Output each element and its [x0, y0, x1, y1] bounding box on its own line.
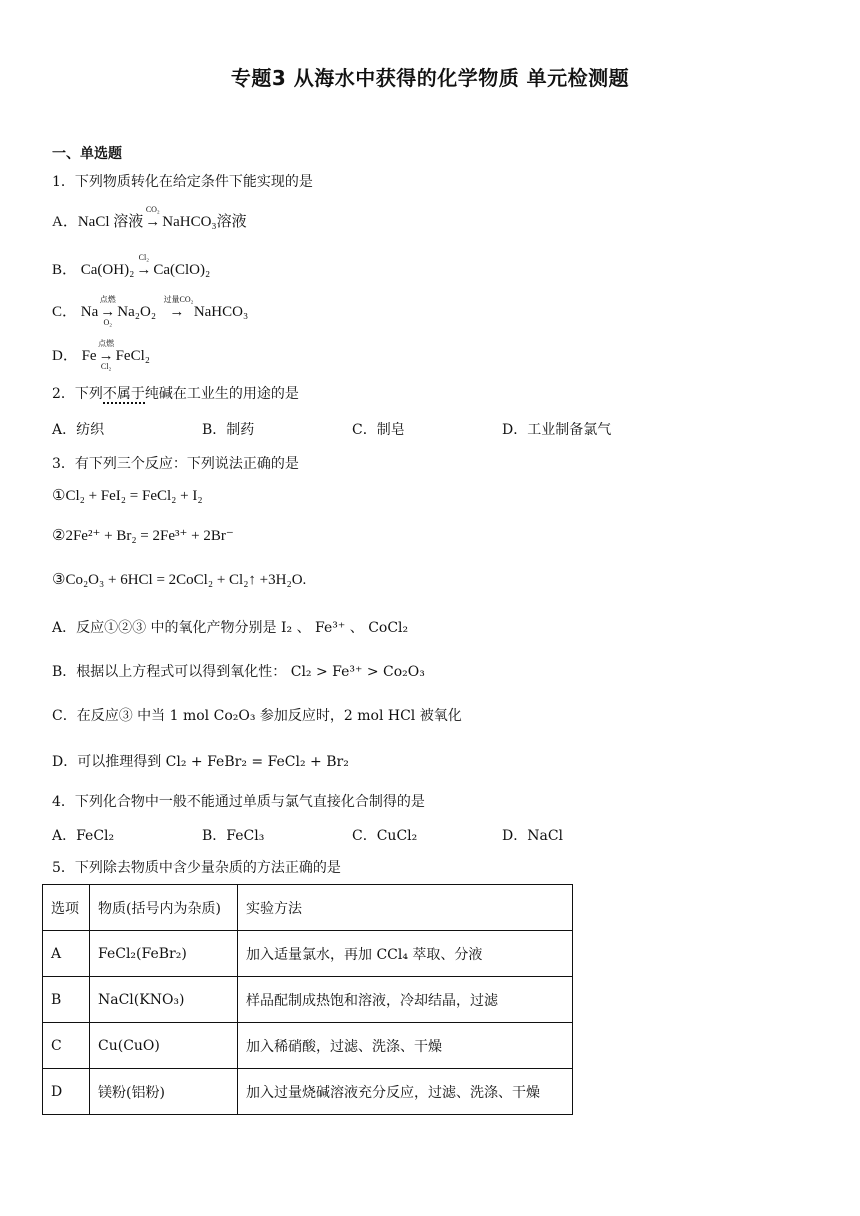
intermediate: Na₂O₂: [117, 304, 157, 320]
reaction-arrow: 过量CO₂ →: [164, 302, 191, 322]
product: NaHCO₃: [193, 304, 249, 320]
q4-option-c: C．CuCl₂: [352, 828, 418, 844]
q4-option-d: D．NaCl: [502, 828, 564, 844]
table-row: [43, 1023, 573, 1069]
reaction-arrow: CO₂ →: [143, 212, 162, 232]
reactant: Ca(OH)₂: [80, 262, 135, 278]
q3-option-b: B．根据以上方程式可以得到氧化性： Cl₂ > Fe³⁺ > Co₂O₃: [52, 664, 425, 680]
arrow-condition-top: 点燃: [98, 339, 115, 348]
q2-option-d: D．工业制备氯气: [502, 422, 612, 438]
table-cell: Cu(CuO): [90, 1023, 238, 1069]
table-header-cell: 物质(括号内为杂质): [90, 885, 238, 931]
arrow-condition: Cl₂: [138, 253, 149, 262]
option-label: D．: [52, 348, 78, 364]
q1-option-d: [52, 339, 150, 371]
q4-option-b: B．FeCl₃: [202, 828, 265, 844]
q2-option-a: A．纺织: [52, 422, 105, 438]
table-header-cell: 实验方法: [238, 885, 573, 931]
q3-reaction-1: ①Cl₂ + FeI₂ = FeCl₂ + I₂: [52, 488, 203, 504]
option-label: A．: [52, 214, 78, 230]
q3-option-d: D．可以推理得到 Cl₂ + FeBr₂ = FeCl₂ + Br₂: [52, 754, 349, 770]
table-cell: C: [43, 1023, 90, 1069]
reaction-arrow: Cl₂ →: [134, 260, 153, 280]
option-label: C．: [52, 304, 78, 320]
stem-text: 纯碱在工业生的用途的是: [144, 386, 299, 402]
table-header-cell: 选项: [43, 885, 90, 931]
q3-option-a: A．反应①②③ 中的氧化产物分别是 I₂ 、 Fe³⁺ 、 CoCl₂: [52, 620, 409, 636]
table-cell: FeCl₂(FeBr₂): [90, 931, 238, 977]
arrow-condition: CO₂: [145, 205, 160, 214]
reaction-arrow: 点燃 O₂ →: [98, 302, 117, 322]
product: Ca(ClO)₂: [153, 262, 211, 278]
table-row: [43, 977, 573, 1023]
product: FeCl₂: [115, 348, 150, 364]
page-title: 专题3 从海水中获得的化学物质 单元检测题: [230, 66, 630, 90]
emphasis-text: 不属于: [102, 386, 145, 402]
q4-option-a: A．FeCl₂: [52, 828, 115, 844]
q3-option-c: C．在反应③ 中当 1 mol Co₂O₃ 参加反应时，2 mol HCl 被氧化: [52, 708, 462, 724]
table-row: [43, 931, 573, 977]
table-cell: 加入过量烧碱溶液充分反应，过滤、洗涤、干燥: [238, 1069, 573, 1115]
q5-stem: 5．下列除去物质中含少量杂质的方法正确的是: [52, 860, 341, 876]
table-cell: D: [43, 1069, 90, 1115]
arrow-condition-bottom: Cl₂: [100, 362, 112, 371]
q3-stem: 3．有下列三个反应：下列说法正确的是: [52, 456, 299, 472]
q4-stem: 4．下列化合物中一般不能通过单质与氯气直接化合制得的是: [52, 794, 425, 810]
q1-stem: 1．下列物质转化在给定条件下能实现的是: [52, 174, 313, 190]
table-row: [43, 1069, 573, 1115]
table-cell: 样品配制成热饱和溶液，冷却结晶，过滤: [238, 977, 573, 1023]
q5-table: [42, 884, 573, 1115]
q2-option-c: C．制皂: [352, 422, 405, 438]
q1-option-b: [52, 253, 211, 280]
q2-option-b: B．制药: [202, 422, 255, 438]
q3-reaction-2: ②2Fe²⁺ + Br₂ = 2Fe³⁺ + 2Br⁻: [52, 528, 234, 544]
arrow-condition-bottom: O₂: [103, 318, 113, 327]
q1-option-a: [52, 205, 247, 232]
reactant: NaCl 溶液: [77, 214, 144, 230]
table-header-row: [43, 885, 573, 931]
table-cell: 镁粉(铝粉): [90, 1069, 238, 1115]
section-heading: 一、单选题: [52, 146, 122, 162]
arrow-condition-top: 点燃: [99, 295, 116, 304]
table-cell: B: [43, 977, 90, 1023]
reactant: Na: [80, 304, 99, 320]
table-cell: NaCl(KNO₃): [90, 977, 238, 1023]
table-cell: 加入适量氯水，再加 CCl₄ 萃取、分液: [238, 931, 573, 977]
reaction-arrow: 点燃 Cl₂ →: [97, 346, 116, 366]
reactant: Fe: [81, 348, 97, 364]
stem-text: 2．下列: [52, 386, 103, 402]
table-cell: A: [43, 931, 90, 977]
table-cell: 加入稀硝酸，过滤、洗涤、干燥: [238, 1023, 573, 1069]
option-label: B．: [52, 262, 78, 278]
q3-reaction-3: ③Co₂O₃ + 6HCl = 2CoCl₂ + Cl₂↑ +3H₂O.: [52, 572, 307, 588]
arrow-condition-top: 过量CO₂: [163, 295, 194, 304]
q1-option-c: [52, 295, 249, 327]
product: NaHCO₃溶液: [162, 214, 247, 230]
q2-stem: [52, 384, 299, 404]
